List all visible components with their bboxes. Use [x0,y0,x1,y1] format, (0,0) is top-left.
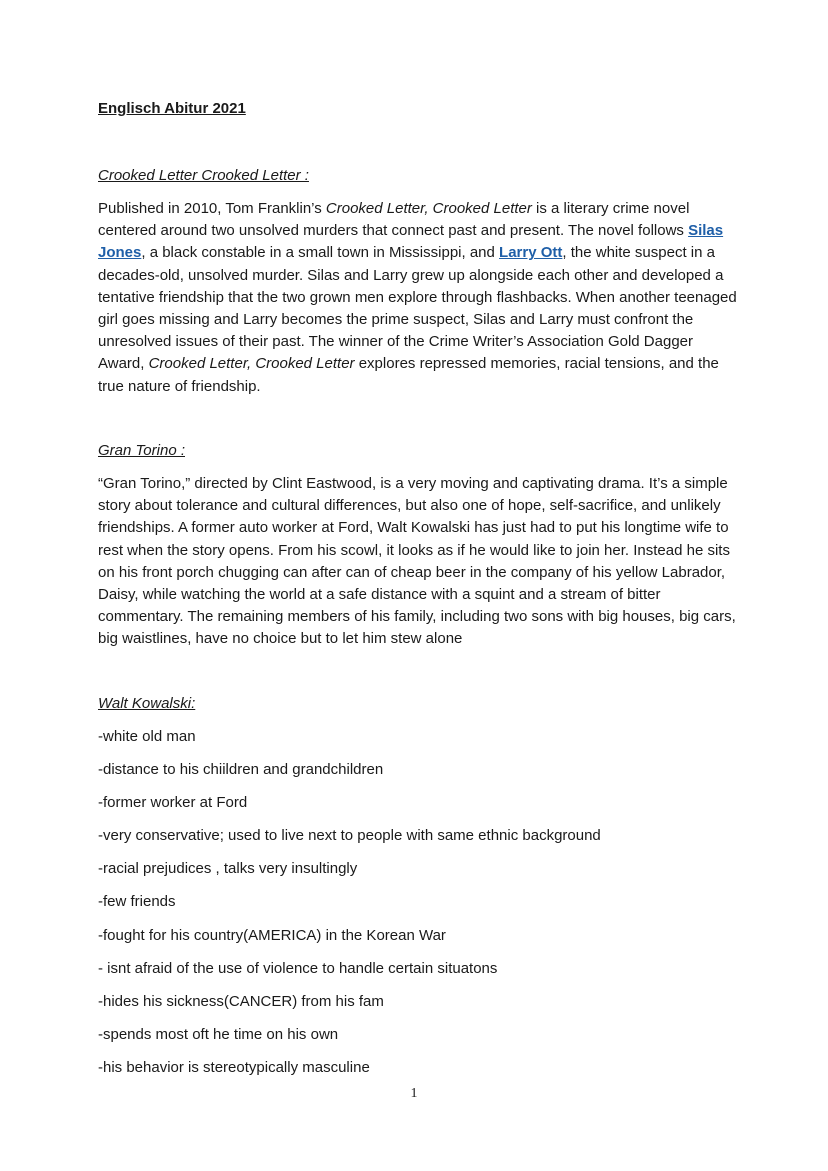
section-heading-walt-kowalski: Walt Kowalski: [98,695,196,712]
book-title: Crooked Letter, Crooked Letter [148,355,355,373]
section-heading-crooked-letter: Crooked Letter Crooked Letter : [98,167,309,184]
gran-torino-summary: “Gran Torino,” directed by Clint Eastwood, is a very moving and captivating drama. It’s a simple story about tolerance and cultural differences, but also one of hope, self-sacrifice, and unlikely friendships. A former auto worker at Ford, Walt Kowalski has just had to put his longtime wife to rest when the story opens. From his scowl, it looks as if he would like to join her. Instead he sits on his front porch chugging can after can of cheap beer in the company of his yellow Labrador, Daisy, while watching the world at a safe distance with a squint and a stream of bitter commentary. The remaining members of his family, including two sons with big houses, big cars, big waistlines, have no choice but to let him stew alone [98,475,736,648]
list-item: -racial prejudices , talks very insultingly [98,860,358,878]
crooked-letter-summary [98,198,738,398]
list-item: -few friends [98,893,176,911]
list-item: -former worker at Ford [98,794,248,812]
list-item: -white old man [98,728,196,745]
text-span: explores repressed memories, racial tensions, and the true nature of friendship. [98,355,719,395]
link-larry-ott[interactable]: Larry Ott [499,244,563,262]
text-span: is a literary crime novel centered around two unsolved murders that connect past and present. The novel follows [98,200,690,240]
list-item: -very conservative; used to live next to people with same ethnic background [98,827,601,845]
list-item: -fought for his country(AMERICA) in the Korean War [98,926,446,944]
list-item: -his behavior is stereotypically masculine [98,1058,370,1076]
list-item: -distance to his chiildren and grandchildren [98,761,384,779]
list-item: -spends most oft he time on his own [98,1025,339,1043]
list-item: -hides his sickness(CANCER) from his fam [98,992,384,1010]
text-span: , a black constable in a small town in Mississippi, and [141,244,500,262]
document-title: Englisch Abitur 2021 [98,100,246,117]
page-number: 1 [410,1086,418,1101]
text-span: Published in 2010, Tom Franklin’s [98,200,326,217]
section-heading-gran-torino: Gran Torino : [98,442,185,459]
text-span: , the white suspect in a decades-old, unsolved murder. Silas and Larry grew up alongside each other and developed a tentative friendship that the two grown men explore through flashbacks. When another teenaged girl goes missing and Larry becomes the prime suspect, Silas and Larry must confront the unresolved issues of their past. The winner of the Crime Writer’s Association Gold Dagger Award, [98,244,737,373]
link-silas-jones[interactable]: Silas Jones [98,222,724,262]
walt-kowalski-traits-list [98,728,601,1092]
book-title: Crooked Letter, Crooked Letter [325,200,532,217]
list-item: - isnt afraid of the use of violence to handle certain situatons [98,959,498,977]
